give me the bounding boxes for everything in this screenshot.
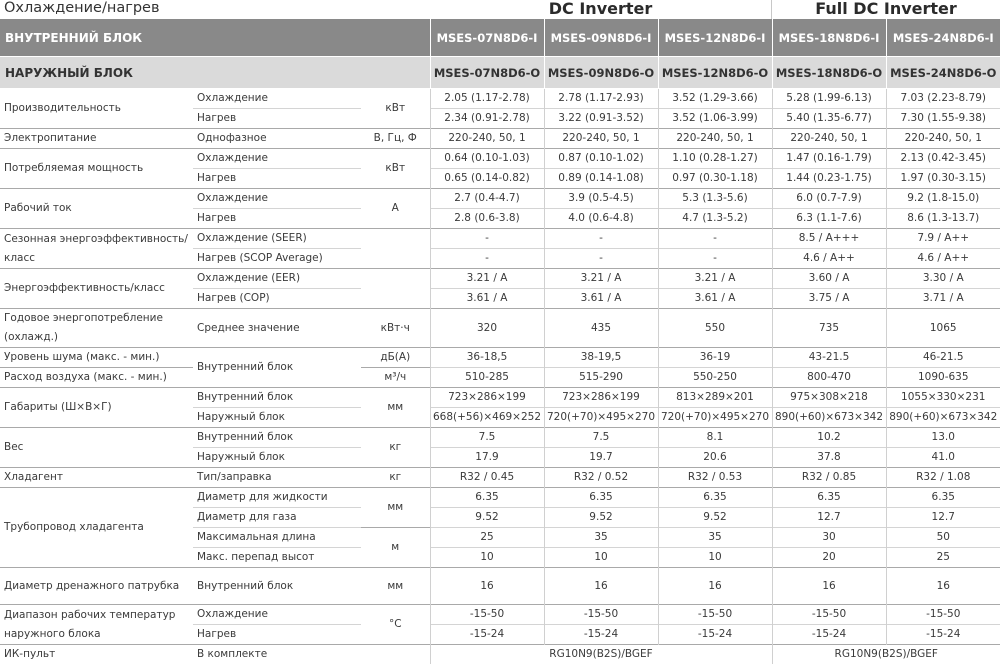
table-row <box>0 89 1000 109</box>
spec-table <box>0 19 1000 664</box>
value-cell: 1055×330×231 <box>886 388 1000 408</box>
value-cell: -15-50 <box>544 605 658 625</box>
value-cell: -15-50 <box>430 605 544 625</box>
value-cell: 6.35 <box>658 488 772 508</box>
value-cell: 723×286×199 <box>544 388 658 408</box>
value-cell: 46-21.5 <box>886 348 1000 368</box>
value-cell: 6.35 <box>544 488 658 508</box>
value-cell: R32 / 0.85 <box>772 468 886 488</box>
value-cell: 16 <box>430 568 544 605</box>
value-cell: -15-24 <box>658 625 772 645</box>
value-cell: 2.34 (0.91-2.78) <box>430 109 544 129</box>
value-cell: -15-24 <box>544 625 658 645</box>
param-unit: В, Гц, Ф <box>361 129 430 149</box>
table-row <box>0 568 1000 605</box>
value-cell: 6.35 <box>430 488 544 508</box>
table-row <box>0 368 1000 388</box>
value-cell: 12.7 <box>772 508 886 528</box>
value-cell: 3.61 / A <box>430 289 544 309</box>
value-cell: 668(+56)×469×252 <box>430 408 544 428</box>
value-cell: 37.8 <box>772 448 886 468</box>
param-sub: Охлаждение <box>193 605 361 625</box>
param-sub: Нагрев <box>193 625 361 645</box>
param-unit: мм <box>361 388 430 428</box>
value-cell: 5.3 (1.3-5.6) <box>658 189 772 209</box>
param-sub: Однофазное <box>193 129 361 149</box>
value-cell: 9.52 <box>430 508 544 528</box>
value-cell: 36-18,5 <box>430 348 544 368</box>
value-cell: 2.7 (0.4-4.7) <box>430 189 544 209</box>
outdoor-unit-label: НАРУЖНЫЙ БЛОК <box>0 57 430 89</box>
param-sub: Нагрев (COP) <box>193 289 361 309</box>
value-cell: 5.40 (1.35-6.77) <box>772 109 886 129</box>
value-cell: 220-240, 50, 1 <box>430 129 544 149</box>
value-cell: 0.64 (0.10-1.03) <box>430 149 544 169</box>
value-cell: 16 <box>886 568 1000 605</box>
value-cell: R32 / 0.45 <box>430 468 544 488</box>
mode-caption: Охлаждение/нагрев <box>4 0 160 16</box>
param-unit: мм <box>361 488 430 528</box>
table-row <box>0 149 1000 169</box>
table-row <box>0 468 1000 488</box>
indoor-model: MSES-18N8D6-I <box>772 19 886 57</box>
param-unit: °С <box>361 605 430 645</box>
value-cell: 6.35 <box>886 488 1000 508</box>
value-cell: 0.97 (0.30-1.18) <box>658 169 772 189</box>
value-cell: 5.28 (1.99-6.13) <box>772 89 886 109</box>
param-sub: Внутренний блок <box>193 428 361 448</box>
param-sub: Максимальная длина <box>193 528 361 548</box>
value-cell: 38-19,5 <box>544 348 658 368</box>
outdoor-model: MSES-07N8D6-O <box>430 57 544 89</box>
value-cell: 220-240, 50, 1 <box>544 129 658 149</box>
table-row <box>0 229 1000 249</box>
outdoor-model: MSES-09N8D6-O <box>544 57 658 89</box>
value-cell: 3.61 / A <box>544 289 658 309</box>
value-cell: 320 <box>430 309 544 348</box>
value-cell: 20.6 <box>658 448 772 468</box>
param-name: Производительность <box>0 89 193 129</box>
value-cell: 3.71 / A <box>886 289 1000 309</box>
value-cell: 8.6 (1.3-13.7) <box>886 209 1000 229</box>
param-name: Хладагент <box>0 468 193 488</box>
value-cell: 720(+70)×495×270 <box>658 408 772 428</box>
value-cell: 1.47 (0.16-1.79) <box>772 149 886 169</box>
param-name: Диапазон рабочих температур наружного блока <box>0 605 193 645</box>
param-sub: Диаметр для жидкости <box>193 488 361 508</box>
table-row <box>0 348 1000 368</box>
value-cell: 10 <box>430 548 544 568</box>
value-cell: 10.2 <box>772 428 886 448</box>
param-unit: кг <box>361 428 430 468</box>
indoor-model: MSES-07N8D6-I <box>430 19 544 57</box>
value-cell: 1.97 (0.30-3.15) <box>886 169 1000 189</box>
param-unit: м³/ч <box>361 368 430 388</box>
value-cell: 36-19 <box>658 348 772 368</box>
value-cell: 2.05 (1.17-2.78) <box>430 89 544 109</box>
value-cell: 10 <box>544 548 658 568</box>
value-cell: 8.5 / A+++ <box>772 229 886 249</box>
value-cell: 800-470 <box>772 368 886 388</box>
value-cell: R32 / 0.53 <box>658 468 772 488</box>
indoor-model: MSES-12N8D6-I <box>658 19 772 57</box>
param-unit: дБ(А) <box>361 348 430 368</box>
value-cell: 3.21 / A <box>430 269 544 289</box>
value-cell: 2.78 (1.17-2.93) <box>544 89 658 109</box>
value-cell: 4.6 / A++ <box>772 249 886 269</box>
value-cell: 435 <box>544 309 658 348</box>
indoor-unit-label: ВНУТРЕННИЙ БЛОК <box>0 19 430 57</box>
value-cell: 7.03 (2.23-8.79) <box>886 89 1000 109</box>
value-cell: 10 <box>658 548 772 568</box>
param-name: Трубопровод хладагента <box>0 488 193 568</box>
value-cell: RG10N9(B2S)/BGEF <box>430 645 772 665</box>
value-cell: 813×289×201 <box>658 388 772 408</box>
param-name: Вес <box>0 428 193 468</box>
value-cell: 43-21.5 <box>772 348 886 368</box>
value-cell: 35 <box>544 528 658 548</box>
value-cell: 35 <box>658 528 772 548</box>
value-cell: 16 <box>544 568 658 605</box>
value-cell: 20 <box>772 548 886 568</box>
param-unit: мм <box>361 568 430 605</box>
value-cell: 1090-635 <box>886 368 1000 388</box>
table-row <box>0 428 1000 448</box>
value-cell: 220-240, 50, 1 <box>658 129 772 149</box>
param-name: Диаметр дренажного патрубка <box>0 568 193 605</box>
param-name: Энергоэффективность/класс <box>0 269 193 309</box>
value-cell: 25 <box>430 528 544 548</box>
param-unit <box>361 645 430 665</box>
param-unit: кВт <box>361 89 430 129</box>
param-sub: Диаметр для газа <box>193 508 361 528</box>
outdoor-model: MSES-18N8D6-O <box>772 57 886 89</box>
param-name: Электропитание <box>0 129 193 149</box>
value-cell: 735 <box>772 309 886 348</box>
param-sub: Внутренний блок <box>193 568 361 605</box>
table-row <box>0 605 1000 625</box>
value-cell: 3.22 (0.91-3.52) <box>544 109 658 129</box>
value-cell: 9.2 (1.8-15.0) <box>886 189 1000 209</box>
value-cell: 12.7 <box>886 508 1000 528</box>
value-cell: 16 <box>772 568 886 605</box>
value-cell: R32 / 1.08 <box>886 468 1000 488</box>
param-name: Расход воздуха (макс. - мин.) <box>0 368 193 388</box>
value-cell: -15-24 <box>886 625 1000 645</box>
indoor-unit-header-row <box>0 19 1000 57</box>
outdoor-unit-header-row <box>0 57 1000 89</box>
value-cell: 4.7 (1.3-5.2) <box>658 209 772 229</box>
value-cell: 6.3 (1.1-7.6) <box>772 209 886 229</box>
value-cell: - <box>544 249 658 269</box>
param-name: Сезонная энергоэффективность/класс <box>0 229 193 269</box>
value-cell: 3.52 (1.06-3.99) <box>658 109 772 129</box>
value-cell: 50 <box>886 528 1000 548</box>
value-cell: 17.9 <box>430 448 544 468</box>
param-sub: Нагрев <box>193 169 361 189</box>
value-cell: 510-285 <box>430 368 544 388</box>
value-cell: 1.44 (0.23-1.75) <box>772 169 886 189</box>
value-cell: 1065 <box>886 309 1000 348</box>
group-title-dc-inverter: DC Inverter <box>548 0 653 18</box>
value-cell: 6.0 (0.7-7.9) <box>772 189 886 209</box>
value-cell: - <box>430 249 544 269</box>
table-row <box>0 309 1000 348</box>
value-cell: 1.10 (0.28-1.27) <box>658 149 772 169</box>
value-cell: 7.5 <box>544 428 658 448</box>
value-cell: RG10N9(B2S)/BGEF <box>772 645 1000 665</box>
param-name: Уровень шума (макс. - мин.) <box>0 348 193 368</box>
value-cell: 9.52 <box>658 508 772 528</box>
param-sub: Наружный блок <box>193 408 361 428</box>
value-cell: 975×308×218 <box>772 388 886 408</box>
value-cell: 515-290 <box>544 368 658 388</box>
param-sub: Тип/заправка <box>193 468 361 488</box>
param-name: Потребляемая мощность <box>0 149 193 189</box>
value-cell: 41.0 <box>886 448 1000 468</box>
value-cell: -15-50 <box>658 605 772 625</box>
param-sub: Наружный блок <box>193 448 361 468</box>
value-cell: 7.9 / A++ <box>886 229 1000 249</box>
value-cell: 723×286×199 <box>430 388 544 408</box>
group-title-full-dc-inverter: Full DC Inverter <box>815 0 957 18</box>
value-cell: 2.13 (0.42-3.45) <box>886 149 1000 169</box>
param-unit <box>361 269 430 309</box>
param-sub: Охлаждение <box>193 89 361 109</box>
value-cell: 550-250 <box>658 368 772 388</box>
value-cell: - <box>658 249 772 269</box>
param-sub: Нагрев <box>193 109 361 129</box>
value-cell: 2.8 (0.6-3.8) <box>430 209 544 229</box>
value-cell: 3.52 (1.29-3.66) <box>658 89 772 109</box>
value-cell: - <box>430 229 544 249</box>
param-name: Рабочий ток <box>0 189 193 229</box>
value-cell: -15-24 <box>772 625 886 645</box>
value-cell: 0.89 (0.14-1.08) <box>544 169 658 189</box>
value-cell: 9.52 <box>544 508 658 528</box>
param-sub: Охлаждение (EER) <box>193 269 361 289</box>
value-cell: 0.87 (0.10-1.02) <box>544 149 658 169</box>
value-cell: 7.30 (1.55-9.38) <box>886 109 1000 129</box>
value-cell: -15-24 <box>430 625 544 645</box>
value-cell: 3.60 / A <box>772 269 886 289</box>
param-sub: Среднее значение <box>193 309 361 348</box>
value-cell: 6.35 <box>772 488 886 508</box>
table-row <box>0 388 1000 408</box>
table-row <box>0 645 1000 665</box>
value-cell: R32 / 0.52 <box>544 468 658 488</box>
value-cell: 16 <box>658 568 772 605</box>
param-sub: В комплекте <box>193 645 361 665</box>
param-name: ИК-пульт <box>0 645 193 665</box>
value-cell: - <box>658 229 772 249</box>
value-cell: 890(+60)×673×342 <box>772 408 886 428</box>
param-sub: Макс. перепад высот <box>193 548 361 568</box>
param-sub: Внутренний блок <box>193 348 361 388</box>
table-row <box>0 488 1000 508</box>
value-cell: -15-50 <box>772 605 886 625</box>
param-sub: Охлаждение (SEER) <box>193 229 361 249</box>
value-cell: -15-50 <box>886 605 1000 625</box>
value-cell: 3.75 / A <box>772 289 886 309</box>
value-cell: 8.1 <box>658 428 772 448</box>
value-cell: 13.0 <box>886 428 1000 448</box>
value-cell: 0.65 (0.14-0.82) <box>430 169 544 189</box>
param-unit: кг <box>361 468 430 488</box>
param-unit: А <box>361 189 430 229</box>
param-name: Годовое энергопотребление (охлажд.) <box>0 309 193 348</box>
param-unit: кВт·ч <box>361 309 430 348</box>
table-row <box>0 129 1000 149</box>
indoor-model: MSES-09N8D6-I <box>544 19 658 57</box>
param-sub: Нагрев <box>193 209 361 229</box>
param-name: Габариты (Ш×В×Г) <box>0 388 193 428</box>
value-cell: 890(+60)×673×342 <box>886 408 1000 428</box>
outdoor-model: MSES-24N8D6-O <box>886 57 1000 89</box>
param-sub: Нагрев (SCOP Average) <box>193 249 361 269</box>
param-sub: Охлаждение <box>193 149 361 169</box>
param-unit <box>361 229 430 269</box>
value-cell: 550 <box>658 309 772 348</box>
value-cell: 720(+70)×495×270 <box>544 408 658 428</box>
value-cell: 220-240, 50, 1 <box>886 129 1000 149</box>
outdoor-model: MSES-12N8D6-O <box>658 57 772 89</box>
value-cell: 25 <box>886 548 1000 568</box>
value-cell: 4.6 / A++ <box>886 249 1000 269</box>
value-cell: 30 <box>772 528 886 548</box>
value-cell: 3.21 / A <box>658 269 772 289</box>
param-sub: Охлаждение <box>193 189 361 209</box>
value-cell: 3.61 / A <box>658 289 772 309</box>
value-cell: - <box>544 229 658 249</box>
value-cell: 220-240, 50, 1 <box>772 129 886 149</box>
param-unit: м <box>361 528 430 568</box>
table-row <box>0 189 1000 209</box>
value-cell: 4.0 (0.6-4.8) <box>544 209 658 229</box>
param-sub: Внутренний блок <box>193 388 361 408</box>
indoor-model: MSES-24N8D6-I <box>886 19 1000 57</box>
value-cell: 7.5 <box>430 428 544 448</box>
value-cell: 3.9 (0.5-4.5) <box>544 189 658 209</box>
value-cell: 3.21 / A <box>544 269 658 289</box>
param-unit: кВт <box>361 149 430 189</box>
value-cell: 19.7 <box>544 448 658 468</box>
value-cell: 3.30 / A <box>886 269 1000 289</box>
table-row <box>0 269 1000 289</box>
